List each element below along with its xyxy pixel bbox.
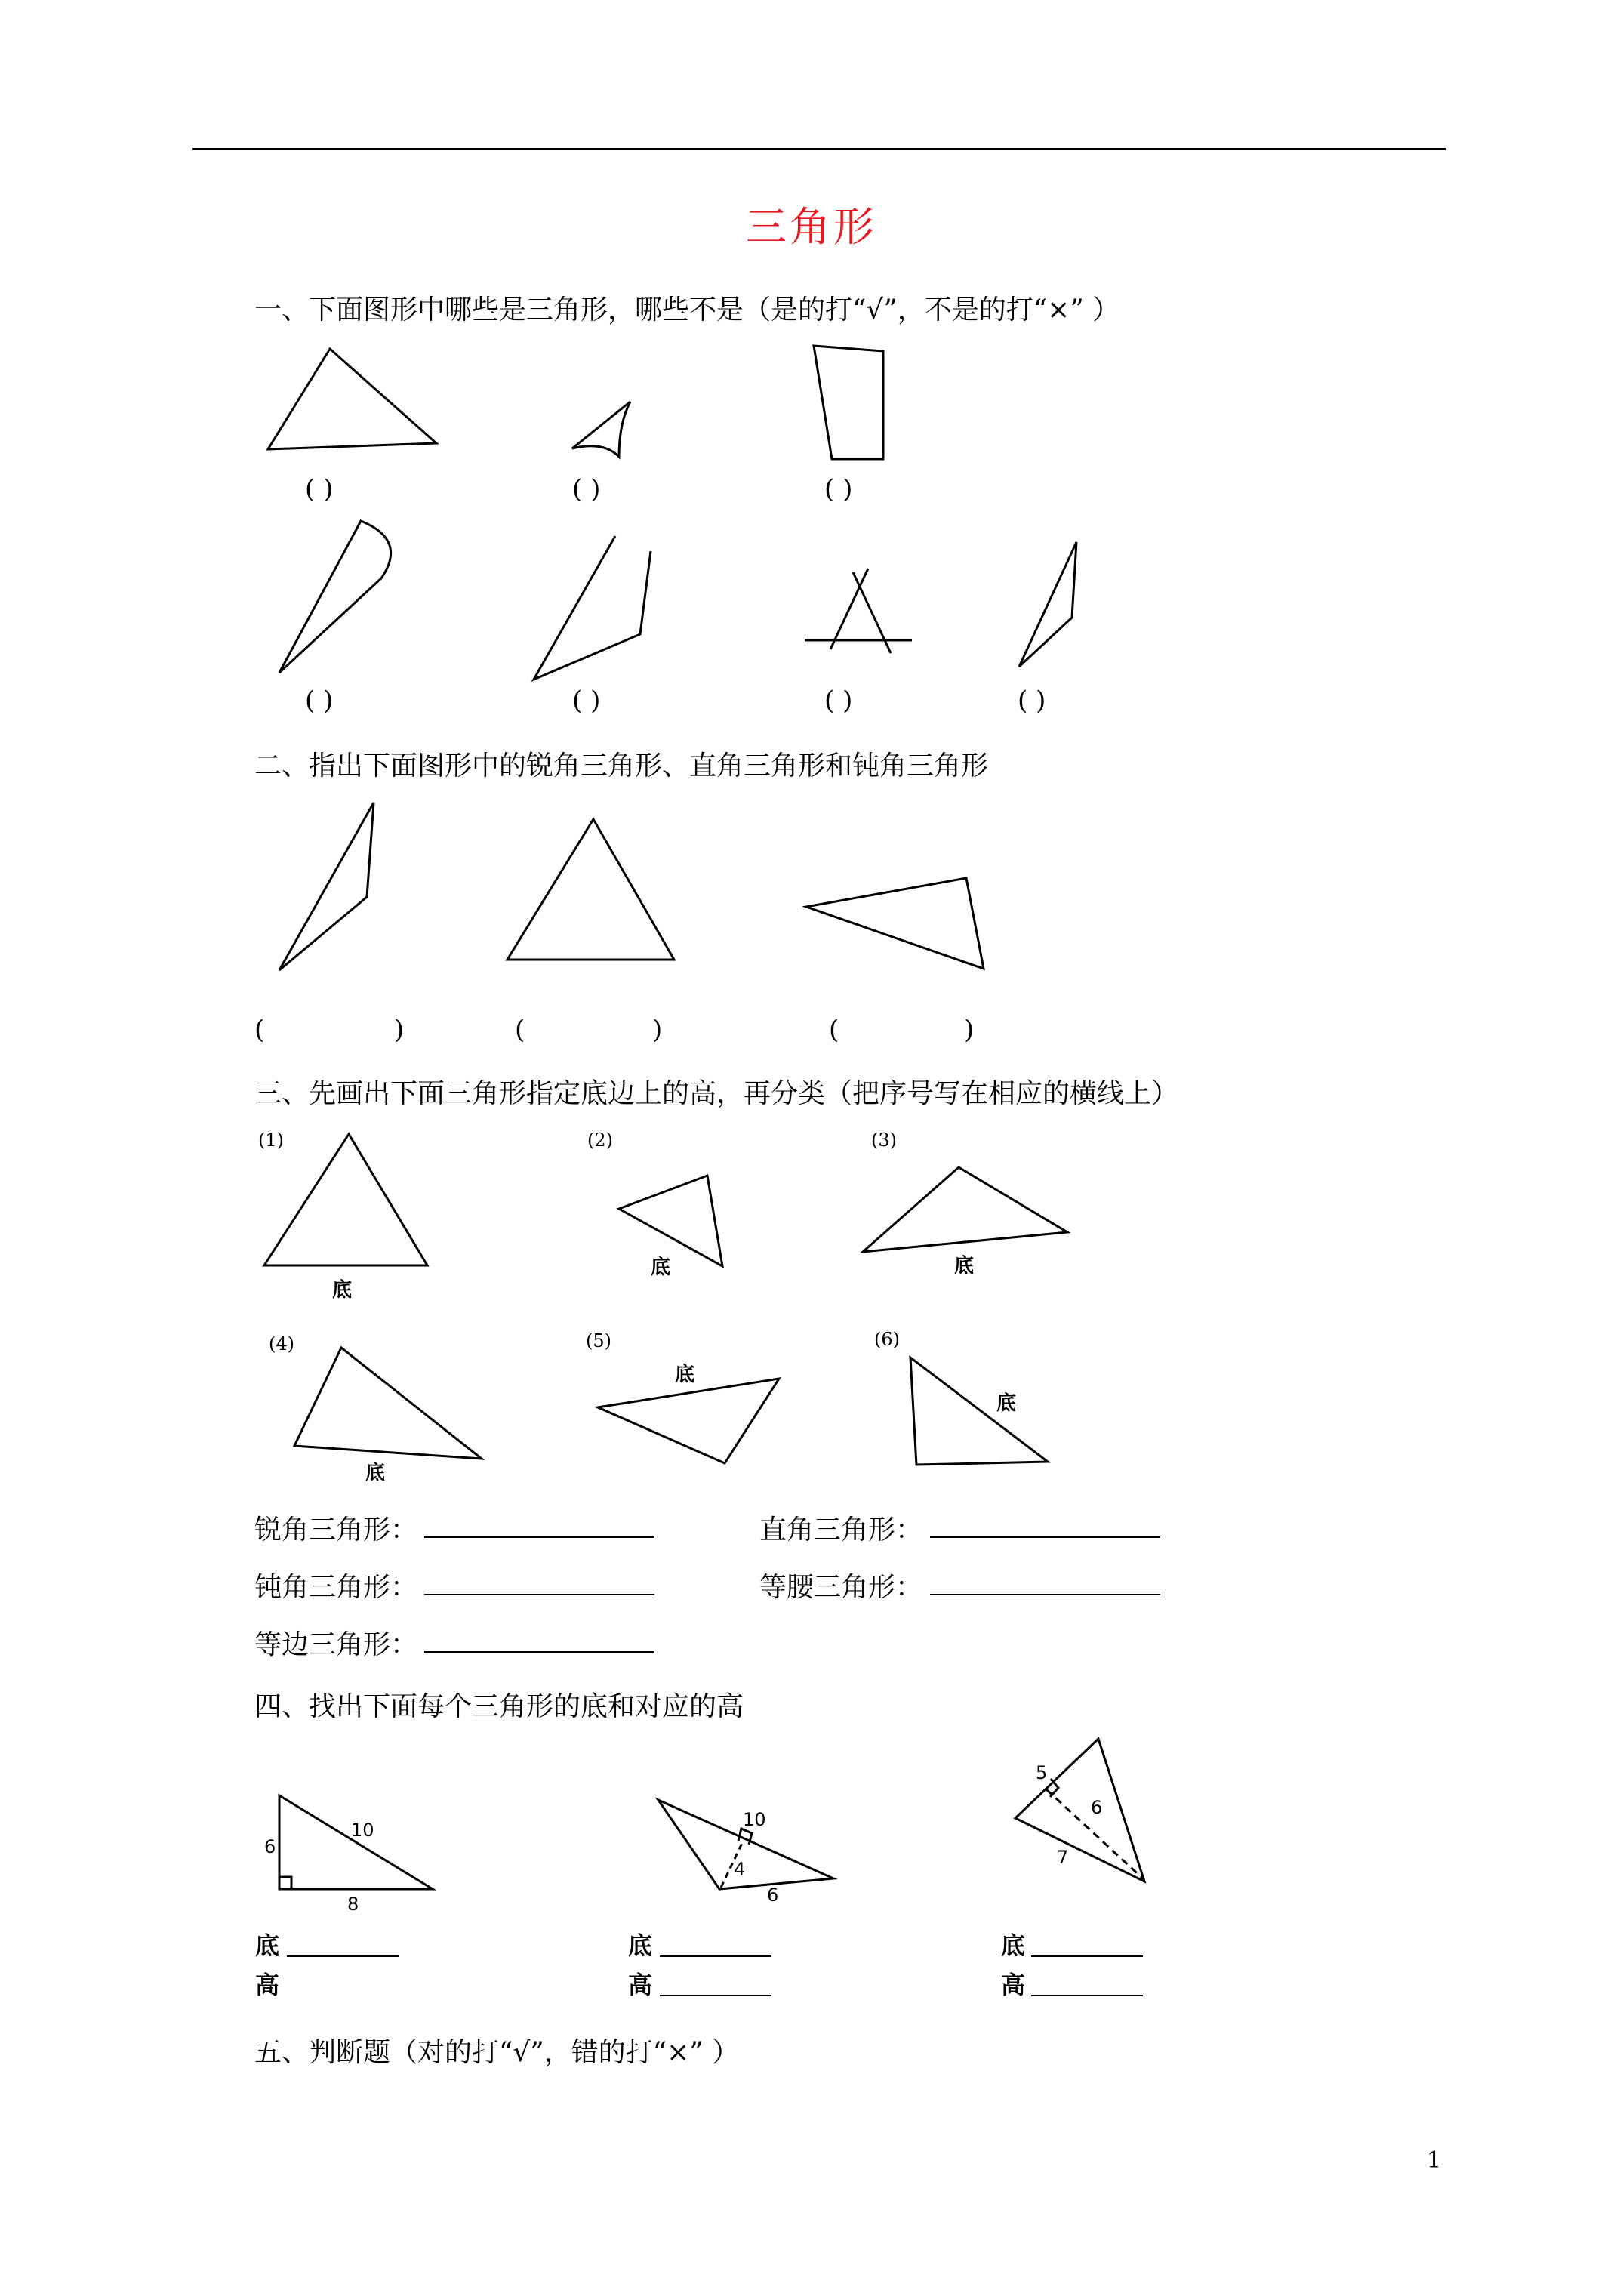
s3-fig1-triangle <box>264 1134 427 1265</box>
s3-fig4-base-label: 底 <box>365 1462 386 1484</box>
s2-blank-3-close: ) <box>964 1015 975 1045</box>
s1-answer-blank-5[interactable]: ( ) <box>572 686 601 716</box>
s4-fig1-height-label: 高 <box>255 1971 280 1999</box>
s3-fig2-triangle <box>619 1176 722 1266</box>
page-number: 1 <box>1427 2147 1442 2174</box>
s3-category-equilateral: 等边三角形： <box>254 1629 418 1660</box>
s4-fig3-base-label: 底 <box>1001 1931 1026 1960</box>
s4-fig2-triangle <box>658 1800 833 1906</box>
s4-fig1-side-c: 8 <box>347 1894 359 1915</box>
s3-fig6-triangle <box>910 1358 1048 1465</box>
s1-answer-blank-6[interactable]: ( ) <box>824 686 853 716</box>
s3-fig-number-3: (3) <box>871 1130 897 1151</box>
s4-fig2-base-label: 底 <box>628 1931 653 1960</box>
s1-answer-blank-4[interactable]: ( ) <box>305 686 334 716</box>
section5-heading: 五、判断题（对的打“√”，错的打“×” ） <box>254 2037 740 2068</box>
s2-fig1-triangle <box>279 803 374 970</box>
s3-acute-answer-line[interactable] <box>424 1536 654 1538</box>
s3-category-isosceles: 等腰三角形： <box>759 1572 923 1603</box>
s3-fig5-triangle <box>598 1379 779 1463</box>
s2-fig3-triangle <box>806 878 984 969</box>
s1-answer-blank-7[interactable]: ( ) <box>1018 686 1046 716</box>
s4-fig2-height-line[interactable] <box>660 1995 771 1996</box>
s4-fig3-height-label: 高 <box>1001 1971 1026 1999</box>
s4-fig1-base-line[interactable] <box>287 1955 399 1957</box>
section3-heading: 三、先画出下面三角形指定底边上的高，再分类（把序号写在相应的横线上） <box>254 1078 1179 1109</box>
s1-fig6-crossed-lines <box>805 569 912 653</box>
s3-category-acute: 锐角三角形： <box>254 1515 418 1546</box>
s4-fig1-side-a: 6 <box>264 1836 276 1857</box>
s1-fig7-triangle <box>1019 542 1076 667</box>
s3-obtuse-answer-line[interactable] <box>424 1594 654 1595</box>
s3-right-answer-line[interactable] <box>930 1536 1160 1538</box>
s2-blank-1-close: ) <box>394 1015 405 1045</box>
section1-heading: 一、下面图形中哪些是三角形，哪些不是（是的打“√”，不是的打“×” ） <box>254 294 1120 325</box>
s3-category-obtuse: 钝角三角形： <box>254 1572 418 1603</box>
s1-fig1-triangle <box>268 349 436 449</box>
s3-fig6-base-label: 底 <box>996 1392 1017 1415</box>
s3-fig2-base-label: 底 <box>651 1256 671 1279</box>
s1-fig2-curved-triangle <box>572 402 630 457</box>
s3-fig3-base-label: 底 <box>954 1255 975 1277</box>
s3-fig5-base-label: 底 <box>675 1364 695 1386</box>
s4-fig2-side-c: 6 <box>767 1885 779 1906</box>
s3-fig4-triangle <box>294 1348 482 1459</box>
s2-blank-2-close: ) <box>652 1015 663 1045</box>
s4-fig3-side-a: 5 <box>1036 1762 1048 1783</box>
s3-fig-number-4: (4) <box>269 1333 294 1354</box>
s4-fig1-right-triangle <box>264 1795 433 1915</box>
s3-fig1-base-label: 底 <box>332 1279 353 1302</box>
s1-answer-blank-1[interactable]: ( ) <box>305 474 334 504</box>
s1-answer-blank-2[interactable]: ( ) <box>572 474 601 504</box>
s2-blank-2-open[interactable]: ( <box>515 1015 525 1045</box>
page-title: 三角形 <box>746 203 877 251</box>
s3-fig-number-6: (6) <box>874 1329 900 1350</box>
s4-fig2-side-b: 4 <box>734 1859 746 1880</box>
s4-fig3-base-line[interactable] <box>1031 1955 1143 1957</box>
s4-fig3-triangle <box>1015 1739 1144 1881</box>
s3-isosceles-answer-line[interactable] <box>930 1594 1160 1595</box>
s1-fig5-open-shape <box>534 536 651 680</box>
s2-blank-1-open[interactable]: ( <box>254 1015 265 1045</box>
s4-fig3-side-b: 6 <box>1091 1797 1103 1818</box>
s3-fig3-triangle <box>863 1167 1067 1252</box>
s4-fig2-base-line[interactable] <box>660 1955 771 1957</box>
s2-fig2-triangle <box>507 819 674 960</box>
section2-heading: 二、指出下面图形中的锐角三角形、直角三角形和钝角三角形 <box>254 750 989 781</box>
s3-category-right: 直角三角形： <box>759 1515 923 1546</box>
s3-fig-number-1: (1) <box>258 1130 284 1151</box>
s4-fig3-side-c: 7 <box>1057 1847 1069 1868</box>
s1-fig3-quadrilateral <box>814 346 883 459</box>
s3-fig-number-2: (2) <box>587 1130 613 1151</box>
s3-fig-number-5: (5) <box>586 1330 611 1351</box>
s4-fig3-height-line[interactable] <box>1031 1995 1143 1996</box>
section4-heading: 四、找出下面每个三角形的底和对应的高 <box>254 1691 744 1722</box>
s2-blank-3-open[interactable]: ( <box>829 1015 839 1045</box>
s4-fig1-base-label: 底 <box>255 1931 280 1960</box>
s3-equilateral-answer-line[interactable] <box>424 1651 654 1653</box>
s1-fig4-curved-shape <box>279 521 391 673</box>
s4-fig2-side-a: 10 <box>743 1809 766 1830</box>
s4-fig2-height-label: 高 <box>628 1971 653 1999</box>
s4-fig1-side-b: 10 <box>351 1820 374 1841</box>
s1-answer-blank-3[interactable]: ( ) <box>824 474 853 504</box>
